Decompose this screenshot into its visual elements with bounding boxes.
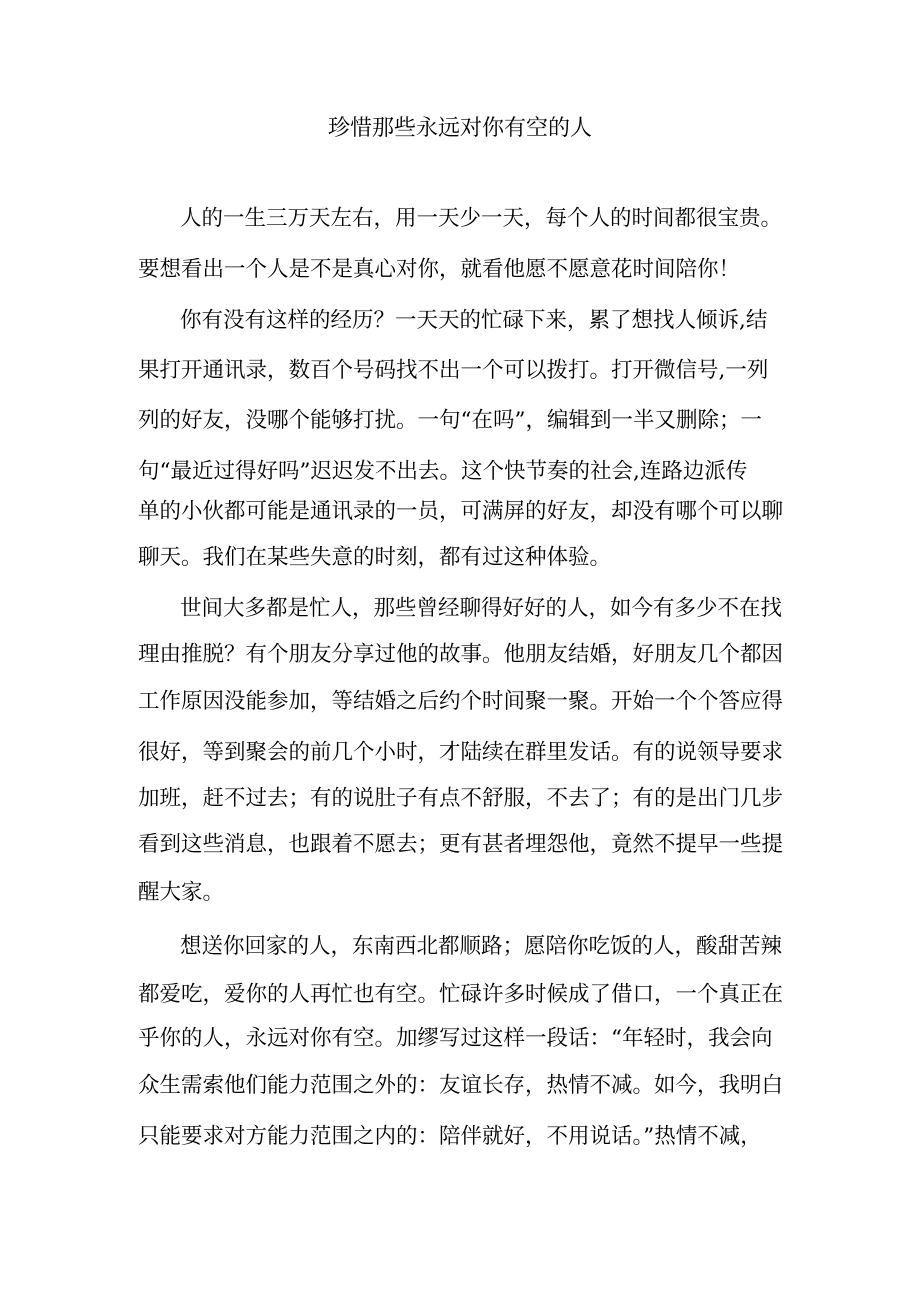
text-line: 很好，等到聚会的前几个小时，才陆续在群里发话。有的说领导要求 xyxy=(138,740,784,765)
text-line: 只能要求对方能力范围之内的：陪伴就好，不用说话。”热情不减， xyxy=(138,1124,762,1149)
text-line: 想送你回家的人，东南西北都顺路；愿陪你吃饭的人，酸甜苦辣 xyxy=(180,934,783,959)
text-line: 要想看出一个人是不是真心对你，就看他愿不愿意花时间陪你！ xyxy=(138,257,741,282)
text-line: 看到这些消息，也跟着不愿去；更有甚者埋怨他，竟然不提早一些提 xyxy=(138,832,784,857)
text-line: 世间大多都是忙人，那些曾经聊得好好的人，如今有多少不在找 xyxy=(180,596,783,621)
text-line: 句“最近过得好吗”迟迟发不出去。这个快节奏的社会,连路边派传 xyxy=(138,459,748,484)
text-line: 果打开通讯录，数百个号码找不出一个可以拨打。打开微信号,一列 xyxy=(138,358,769,383)
text-line: 众生需索他们能力范围之外的：友谊长存，热情不减。如今，我明白 xyxy=(138,1073,784,1098)
text-line: 醒大家。 xyxy=(138,880,225,905)
text-line: 人的一生三万天左右，用一天少一天，每个人的时间都很宝贵。 xyxy=(180,206,783,231)
page-title: 珍惜那些永远对你有空的人 xyxy=(327,116,592,141)
text-line: 你有没有这样的经历？一天天的忙碌下来，累了想找人倾诉,结 xyxy=(180,308,768,333)
text-line: 乎你的人，永远对你有空。加缪写过这样一段话：“年轻时，我会向 xyxy=(138,1026,773,1051)
text-line: 聊天。我们在某些失意的时刻，都有过这种体验。 xyxy=(138,545,612,570)
text-line: 工作原因没能参加，等结婚之后约个时间聚一聚。开始一个个答应得 xyxy=(138,689,784,714)
text-line: 加班，赶不过去；有的说肚子有点不舒服，不去了；有的是出门几步 xyxy=(138,786,784,811)
text-line: 列的好友，没哪个能够打扰。一句“在吗”，编辑到一半又删除；一 xyxy=(138,408,762,433)
text-line: 理由推脱？有个朋友分享过他的故事。他朋友结婚，好朋友几个都因 xyxy=(138,642,784,667)
text-line: 单的小伙都可能是通讯录的一员，可满屏的好友，却没有哪个可以聊 xyxy=(138,499,784,524)
text-line: 都爱吃，爱你的人再忙也有空。忙碌许多时候成了借口，一个真正在 xyxy=(138,982,784,1007)
